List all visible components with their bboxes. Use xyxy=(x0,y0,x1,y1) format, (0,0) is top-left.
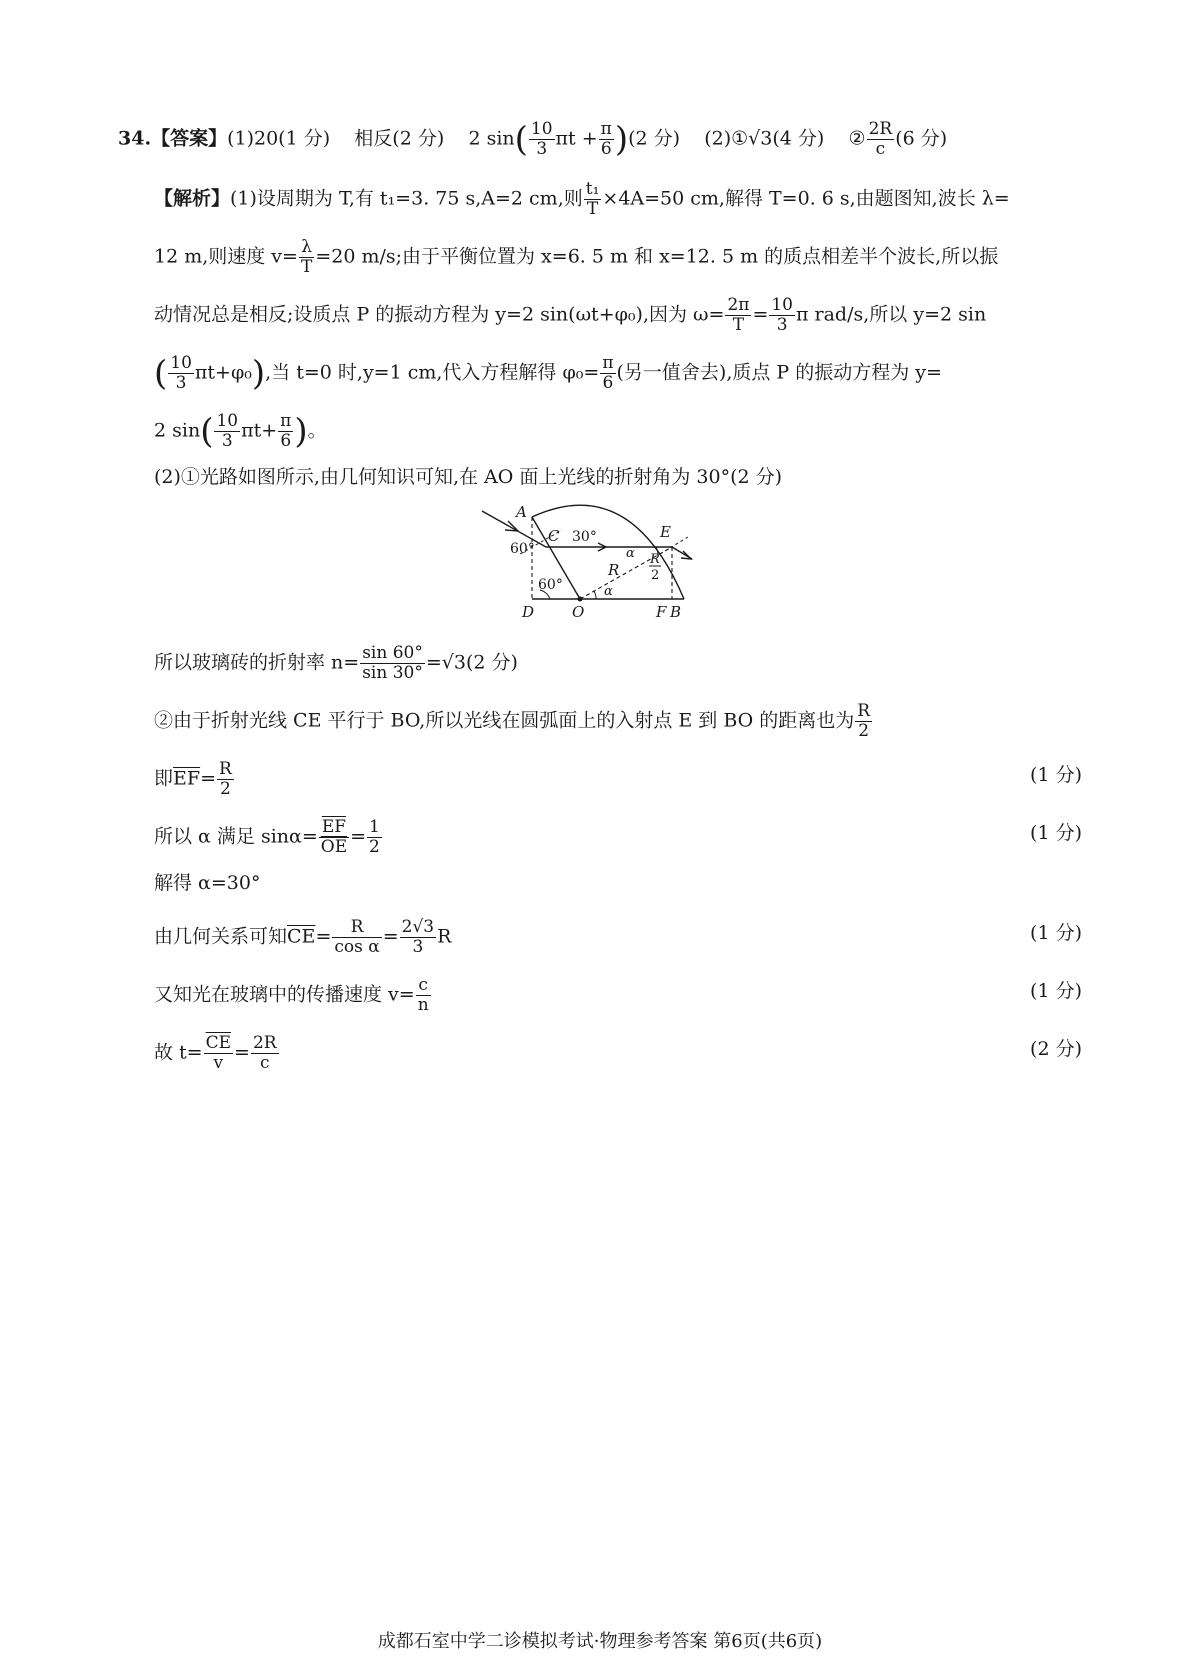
fraction: $\frac{2R}{c}$ xyxy=(868,119,893,159)
fraction: $\frac{\pi}{6}$ xyxy=(600,119,612,159)
fraction: $\frac{\pi}{6}$ xyxy=(602,353,614,393)
label-E: E xyxy=(660,523,671,541)
answer-part-4: (2)①√3(4 分) xyxy=(704,127,825,150)
label-alpha-2: α xyxy=(604,584,613,599)
fraction: $\frac{\sin 60^\circ}{\sin 30^\circ}$ xyxy=(362,643,423,683)
label-C: C xyxy=(548,527,560,545)
analysis-tag: 【解析】 xyxy=(154,187,231,210)
analysis-line-2: 12 m,则速度 v= $\frac{\lambda}{T}$ =20 m/s;由于平衡位置为 x=6. 5 m 和 x=12. 5 m 的质点相差半个波长,所以振 xyxy=(154,237,999,277)
label-F: F xyxy=(656,603,667,621)
refraction-index-line: 所以玻璃砖的折射率 n= $\frac{\sin 60^\circ}{\sin 30^\circ}$ =√3(2 分) xyxy=(154,643,518,683)
analysis-line-3: 动情况总是相反;设质点 P 的振动方程为 y=2 sin(ωt+φ₀),因为 ω= $\frac{2\pi}{T}$ = $\frac{10}{3}$ π rad/s,所以 y=2 sin xyxy=(154,295,987,335)
ef-line: 即$\overline{EF}=$ $\frac{R}{2}$ xyxy=(154,759,232,799)
answer-line: 34.【答案】(1)20(1 分) 相反(2 分) 2 sin( $\frac{10}{3}$ πt + $\frac{\pi}{6}$ )(2 分) (2)①√3(4 分) ② $\frac{2R}{c}$ (6 分) xyxy=(118,119,948,160)
sin-score: (1 分) xyxy=(1030,822,1082,844)
label-60deg-bottom: 60° xyxy=(538,577,563,593)
analysis-line-4: ( $\frac{10}{3}$ πt+φ₀),当 t=0 时,y=1 cm,代入方程解得 φ₀= $\frac{\pi}{6}$ (另一值舍去),质点 P 的振动方程为 y= xyxy=(154,353,942,394)
alpha-line: 解得 α=30° xyxy=(154,872,261,894)
fraction: $\frac{c}{n}$ xyxy=(417,975,429,1015)
analysis-line-5: 2 sin( $\frac{10}{3}$ πt+ $\frac{\pi}{6}$ )。 xyxy=(154,411,327,452)
label-B: B xyxy=(670,603,682,621)
fraction: $\frac{R}{2}$ xyxy=(857,701,871,741)
analysis-line-6: (2)①光路如图所示,由几何知识可知,在 AO 面上光线的折射角为 30°(2 分) xyxy=(154,466,783,488)
answer-part-2: 相反(2 分) xyxy=(354,127,445,150)
analysis-line-1: 【解析】(1)设周期为 T,有 t₁=3. 75 s,A=2 cm,则 $\frac{\text{t₁}}{T}$ ×4A=50 cm,解得 T=0. 6 s,由题图知,波长 λ= xyxy=(154,179,1010,219)
fraction: $\frac{R}{2}$ xyxy=(219,759,232,799)
label-60deg-top: 60° xyxy=(510,541,535,557)
sin-line: 所以 α 满足 sinα= $\frac{\overline{EF}}{OE}$ = $\frac{1}{2}$ xyxy=(154,817,380,857)
label-two: 2 xyxy=(651,568,660,583)
answer-part-1: (1)20(1 分) xyxy=(227,127,331,150)
fraction: $\frac{10}{3}$ xyxy=(771,295,793,335)
answer-part-3-score: (2 分) xyxy=(628,127,681,150)
fraction: $\frac{1}{2}$ xyxy=(369,817,380,857)
fraction: $\frac{10}{3}$ xyxy=(530,119,553,159)
fraction: $\frac{\pi}{6}$ xyxy=(280,411,292,451)
answer-tag: 【答案】 xyxy=(151,127,228,150)
label-O: O xyxy=(572,603,585,621)
label-30deg: 30° xyxy=(572,529,597,545)
label-R: R xyxy=(608,561,620,579)
optics-diagram xyxy=(470,497,730,627)
fraction: $\frac{\overline{EF}}{OE}$ xyxy=(320,817,348,857)
label-D: D xyxy=(522,603,535,621)
page-footer: 成都石室中学二诊模拟考试·物理参考答案 第6页(共6页) xyxy=(377,1631,823,1652)
question-number: 34. xyxy=(118,127,152,150)
fraction: $\frac{\overline{CE}}{v}$ xyxy=(205,1033,232,1073)
geometry-line: 由几何关系可知$\overline{CE}=$ $\frac{R}{\text{cos α}}$ = $\frac{2√3}{3}$ R xyxy=(154,917,452,957)
time-score: (2 分) xyxy=(1030,1038,1082,1060)
fraction: $\frac{\lambda}{T}$ xyxy=(300,237,313,277)
label-alpha-1: α xyxy=(626,546,635,561)
label-R-half: R xyxy=(650,552,660,567)
answer-part-3-prefix: 2 sin xyxy=(468,127,515,150)
fraction: $\frac{2\pi}{T}$ xyxy=(727,295,750,335)
velocity-line: 又知光在玻璃中的传播速度 v= $\frac{c}{n}$ xyxy=(154,975,429,1015)
fraction: $\frac{10}{3}$ xyxy=(170,353,192,393)
fraction: $\frac{2R}{c}$ xyxy=(252,1033,277,1073)
time-line: 故 t= $\frac{\overline{CE}}{v}$ = $\frac{2R}{c}$ xyxy=(154,1033,277,1073)
parallel-line: ②由于折射光线 CE 平行于 BO,所以光线在圆弧面上的入射点 E 到 BO 的距离也为 $\frac{R}{2}$ xyxy=(154,701,871,741)
fraction: $\frac{R}{\text{cos α}}$ xyxy=(334,917,380,957)
label-A: A xyxy=(516,503,527,521)
velocity-score: (1 分) xyxy=(1030,980,1082,1002)
fraction: $\frac{10}{3}$ xyxy=(216,411,239,451)
geometry-score: (1 分) xyxy=(1030,922,1082,944)
fraction: $\frac{\text{t₁}}{T}$ xyxy=(585,179,600,219)
ef-score: (1 分) xyxy=(1030,764,1082,786)
fraction: $\frac{2√3}{3}$ xyxy=(401,917,435,957)
answer-part-5-score: (6 分) xyxy=(895,127,948,150)
